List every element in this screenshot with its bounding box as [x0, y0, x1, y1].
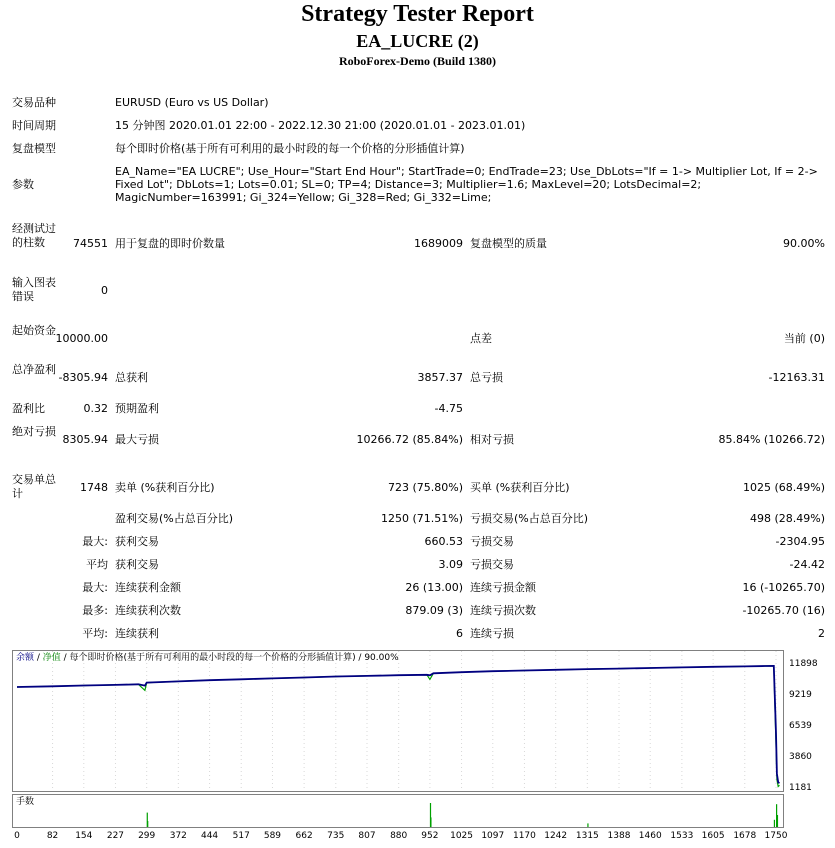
ticks-value: 1689009 [414, 237, 463, 250]
x-tick-label: 880 [390, 831, 408, 841]
x-tick-label: 1533 [670, 831, 694, 841]
abs-drawdown-value: 8305.94 [62, 433, 108, 446]
model-label: 复盘模型 [12, 142, 56, 155]
max-consec-label: 最大: [82, 581, 108, 594]
legend-sep: / [34, 653, 43, 663]
gross-loss-value: -12163.31 [768, 371, 825, 384]
profit-factor-value: 0.32 [83, 402, 108, 415]
profit-trades-value: 1250 (71.51%) [380, 512, 463, 525]
x-tick-label: 82 [46, 831, 59, 841]
avg-consec-loss-label: 连续亏损 [470, 627, 514, 640]
balance-chart [12, 650, 784, 792]
avg-consec-loss-value: 2 [818, 627, 825, 640]
average-profit-value: 3.09 [438, 558, 463, 571]
y-tick-label: 3860 [789, 752, 812, 762]
balance-chart-svg [13, 651, 783, 791]
max-consec-loss-money-label: 连续亏损金额 [470, 581, 536, 594]
max-consec-loss-count-label: 连续亏损次数 [470, 604, 536, 617]
x-tick-label: 0 [14, 831, 20, 841]
most-consec-label: 最多: [82, 604, 108, 617]
max-consec-loss-money-value: 16 (-10265.70) [742, 581, 825, 594]
ticks-label: 用于复盘的即时价数量 [115, 237, 225, 250]
max-drawdown-value: 10266.72 (85.84%) [356, 433, 463, 446]
legend-equity: 净值 [42, 653, 61, 663]
expected-payoff-value: -4.75 [434, 402, 463, 415]
max-consec-wins-money-label: 连续获利金额 [115, 581, 181, 594]
ea-name: EA_LUCRE (2) [356, 31, 479, 51]
rel-drawdown-value: 85.84% (10266.72) [718, 433, 825, 446]
net-profit-value: -8305.94 [58, 371, 108, 384]
max-consec-profit-count-value: 879.09 (3) [405, 604, 463, 617]
symbol-label: 交易品种 [12, 96, 56, 109]
average-label: 平均 [86, 558, 108, 571]
lots-bar [430, 817, 431, 827]
x-tick-label: 662 [295, 831, 313, 841]
max-consec-loss-count-value: -10265.70 (16) [742, 604, 825, 617]
gross-profit-value: 3857.37 [417, 371, 463, 384]
short-positions-label: 卖单 (%获利百分比) [115, 481, 215, 494]
avg-consec-wins-label: 连续获利 [115, 627, 159, 640]
period-value: 15 分钟图 2020.01.01 22:00 - 2022.12.30 21:00 (2020.01.01 - 2023.01.01) [115, 119, 526, 132]
x-tick-label: 299 [138, 831, 156, 841]
largest-loss-value: -2304.95 [775, 535, 825, 548]
x-tick-label: 1170 [512, 831, 536, 841]
rel-drawdown-label: 相对亏损 [470, 433, 514, 446]
x-tick-label: 444 [200, 831, 219, 841]
largest-loss-label: 亏损交易 [470, 535, 514, 548]
x-tick-label: 1097 [481, 831, 505, 841]
legend-balance: 余额 [16, 653, 35, 663]
bars-label: 经测试过的柱数 [12, 222, 56, 249]
spread-value: 当前 (0) [783, 332, 825, 345]
x-tick-label: 227 [106, 831, 125, 841]
x-tick-label: 154 [75, 831, 93, 841]
max-consec-profit-count-label: 连续获利次数 [115, 604, 181, 617]
x-tick-label: 1460 [638, 831, 662, 841]
chart-legend [16, 652, 399, 664]
x-tick-label: 1605 [701, 831, 725, 841]
y-tick-label: 11898 [789, 659, 818, 669]
model-value: 每个即时价格(基于所有可利用的最小时段的每一个价格的分形插值计算) [115, 142, 465, 155]
lots-bar [774, 820, 775, 827]
y-tick-label: 1181 [789, 783, 812, 793]
max-consec-wins-money-value: 26 (13.00) [405, 581, 463, 594]
y-tick-label: 6539 [789, 721, 812, 731]
x-tick-label: 1678 [733, 831, 757, 841]
server-build: RoboForex-Demo (Build 1380) [338, 54, 497, 68]
spread-label: 点差 [470, 332, 492, 345]
deposit-value: 10000.00 [55, 332, 108, 345]
average-loss-label: 亏损交易 [470, 558, 514, 571]
largest-profit-value: 660.53 [424, 535, 463, 548]
max-drawdown-label: 最大亏损 [115, 433, 159, 446]
long-positions-value: 1025 (68.49%) [742, 481, 825, 494]
x-tick-label: 1025 [450, 831, 473, 841]
loss-trades-label: 亏损交易(%占总百分比) [470, 512, 589, 525]
quality-value: 90.00% [783, 237, 825, 250]
report-title: Strategy Tester Report [301, 1, 534, 27]
total-trades-value: 1748 [80, 481, 108, 494]
bars-value: 74551 [73, 237, 108, 250]
average-loss-value: -24.42 [789, 558, 825, 571]
total-trades-label: 交易单总计 [12, 473, 56, 500]
lots-chart-svg [13, 795, 783, 827]
x-tick-label: 807 [358, 831, 376, 841]
period-label: 时间周期 [12, 119, 56, 132]
x-tick-label: 1242 [544, 831, 568, 841]
x-tick-label: 952 [421, 831, 439, 841]
lots-bar [587, 823, 588, 827]
quality-label: 复盘模型的质量 [470, 237, 547, 250]
errors-value: 0 [101, 284, 108, 297]
x-tick-label: 372 [169, 831, 187, 841]
profit-factor-label: 盈利比 [12, 402, 45, 415]
x-tick-label: 517 [232, 831, 250, 841]
x-tick-label: 589 [263, 831, 282, 841]
x-tick-label: 735 [327, 831, 345, 841]
y-tick-label: 9219 [789, 689, 812, 700]
abs-drawdown-label: 绝对亏损 [12, 425, 56, 438]
x-tick-label: 1315 [575, 831, 599, 841]
net-profit-label: 总净盈利 [12, 363, 56, 376]
lots-label: 手数 [16, 797, 35, 807]
lots-bar [777, 815, 778, 827]
params-value: EA_Name="EA LUCRE"; Use_Hour="Start End Hour"; StartTrade=0; EndTrade=23; Use_DbLots="If = 1-> Multiplier Lot, If = 2-> Fixed Lot"; DbLots=1; Lots=0.01; SL=0; TP=4; Distance=3; Multiplier=1.6; MaxLevel=20; LotsDecimal=2; MagicNumber=163991; Gi_324=Yellow; Gi_328=Red; Gi_332=Lime; [115, 165, 818, 204]
x-tick-label: 1750 [764, 831, 788, 841]
gross-profit-label: 总获利 [115, 371, 148, 384]
average-profit-label: 获利交易 [115, 558, 159, 571]
gross-loss-label: 总亏损 [470, 371, 503, 384]
loss-trades-value: 498 (28.49%) [749, 512, 825, 525]
legend-model: / 每个即时价格(基于所有可利用的最小时段的每一个价格的分形插值计算) / 90.00% [60, 653, 399, 663]
profit-trades-label: 盈利交易(%占总百分比) [115, 512, 234, 525]
largest-label: 最大: [82, 535, 108, 548]
short-positions-value: 723 (75.80%) [387, 481, 463, 494]
deposit-label: 起始资金 [12, 324, 56, 337]
x-tick-label: 1388 [607, 831, 631, 841]
errors-label: 输入图表错误 [12, 276, 56, 303]
long-positions-label: 买单 (%获利百分比) [470, 481, 570, 494]
lots-bar [147, 821, 148, 827]
lots-chart [12, 794, 784, 828]
symbol-value: EURUSD (Euro vs US Dollar) [115, 96, 269, 109]
largest-profit-label: 获利交易 [115, 535, 159, 548]
expected-payoff-label: 预期盈利 [115, 402, 159, 415]
avg-consec-label: 平均: [82, 627, 108, 640]
avg-consec-wins-value: 6 [456, 627, 463, 640]
params-label: 参数 [12, 178, 34, 191]
